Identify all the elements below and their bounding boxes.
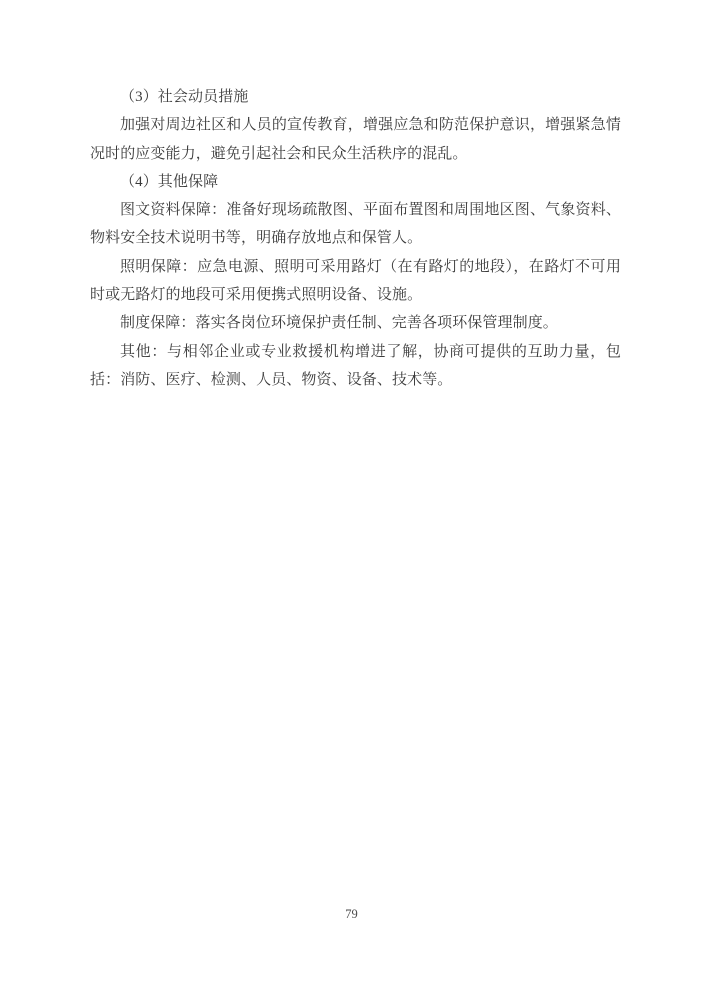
page-number: 79 (345, 907, 358, 921)
document-body (90, 83, 621, 394)
paragraph-system-safeguard: 制度保障：落实各岗位环境保护责任制、完善各项环保管理制度。 (120, 315, 558, 332)
paragraph-other-mutual-aid: 其他：与相邻企业或专业救援机构增进了解，协商可提供的互助力量，包括：消防、医疗、检测、人员、物资、设备、技术等。 (90, 343, 621, 388)
section-heading-social-mobilization: （3）社会动员措施 (120, 89, 249, 105)
section-heading-other-safeguards: （4）其他保障 (120, 173, 219, 190)
paragraph-graphic-material-safeguard: 图文资料保障：准备好现场疏散图、平面布置图和周围地区图、气象资料、物料安全技术说明书等，明确存放地点和保管人。 (90, 202, 621, 247)
paragraph-social-mobilization-body: 加强对周边社区和人员的宣传教育，增强应急和防范保护意识，增强紧急情况时的应变能力，避免引起社会和民众生活秩序的混乱。 (90, 117, 621, 162)
paragraph-lighting-safeguard: 照明保障：应急电源、照明可采用路灯（在有路灯的地段），在路灯不可用时或无路灯的地段可采用便携式照明设备、设施。 (90, 258, 621, 304)
